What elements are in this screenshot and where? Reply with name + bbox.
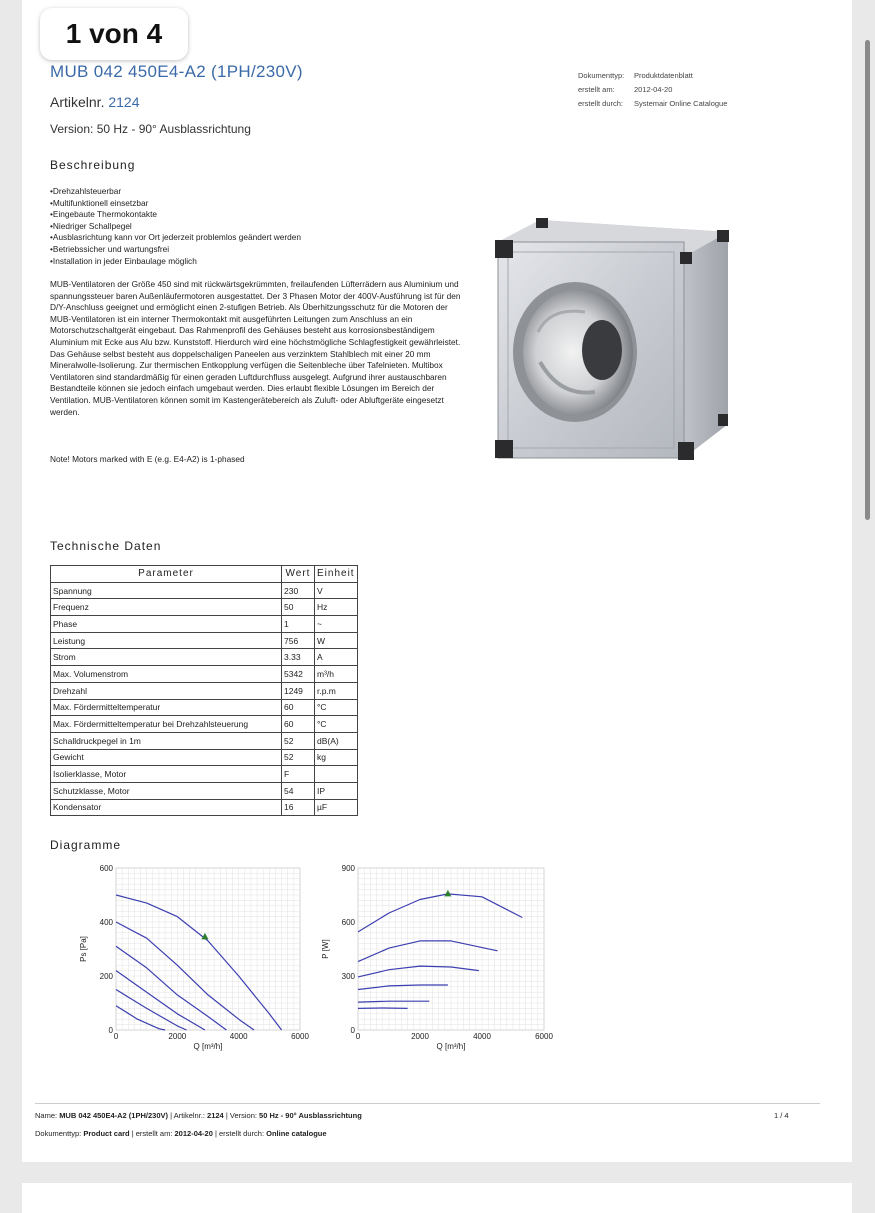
table-row — [51, 766, 358, 783]
x-tick-label: 6000 — [535, 1032, 553, 1041]
y-tick-label: 400 — [100, 918, 114, 927]
y-tick-label: 600 — [100, 864, 114, 873]
x-axis-label: Q [m³/h] — [437, 1042, 466, 1051]
value-cell: 60 — [282, 716, 315, 733]
feature-item: • Multifunktionell einsetzbar — [50, 198, 301, 210]
x-axis-label: Q [m³/h] — [194, 1042, 223, 1051]
table-row — [51, 682, 358, 699]
value-cell: 3.33 — [282, 649, 315, 666]
table-row — [51, 632, 358, 649]
value-cell: 60 — [282, 699, 315, 716]
article-value: 2124 — [108, 94, 139, 110]
value-cell: 50 — [282, 599, 315, 616]
table-row — [51, 666, 358, 683]
article-label: Artikelnr. — [50, 94, 104, 110]
product-title: MUB 042 450E4-A2 (1PH/230V) — [50, 62, 303, 82]
footer-value: 50 Hz - 90° Ausblassrichtung — [259, 1111, 362, 1120]
table-row — [51, 582, 358, 599]
feature-item: • Niedriger Schallpegel — [50, 221, 301, 233]
parameter-cell: Max. Fördermitteltemperatur bei Drehzahlsteuerung — [51, 716, 282, 733]
unit-cell: kg — [315, 749, 358, 766]
footer-key: Name: — [35, 1111, 59, 1120]
unit-cell: dB(A) — [315, 732, 358, 749]
x-tick-label: 4000 — [230, 1032, 248, 1041]
parameter-cell: Gewicht — [51, 749, 282, 766]
footer-value: 2124 — [207, 1111, 224, 1120]
footer-value: Online catalogue — [266, 1129, 326, 1138]
footer-value: MUB 042 450E4-A2 (1PH/230V) — [59, 1111, 168, 1120]
meta-value: 2012-04-20 — [634, 85, 672, 94]
value-cell: 52 — [282, 732, 315, 749]
unit-cell: A — [315, 649, 358, 666]
feature-item: • Betriebssicher und wartungsfrei — [50, 244, 301, 256]
article-number — [50, 94, 140, 110]
parameter-cell: Phase — [51, 616, 282, 633]
power-chart — [312, 860, 562, 1060]
meta-value: Systemair Online Catalogue — [634, 99, 727, 108]
parameter-cell: Max. Volumenstrom — [51, 666, 282, 683]
parameter-cell: Frequenz — [51, 599, 282, 616]
parameter-cell: Schalldruckpegel in 1m — [51, 732, 282, 749]
value-cell: 52 — [282, 749, 315, 766]
x-tick-label: 4000 — [473, 1032, 491, 1041]
parameter-cell: Isolierklasse, Motor — [51, 766, 282, 783]
feature-item: • Ausblasrichtung kann vor Ort jederzeit problemlos geändert werden — [50, 232, 301, 244]
value-cell: 230 — [282, 582, 315, 599]
parameter-cell: Leistung — [51, 632, 282, 649]
unit-cell: m³/h — [315, 666, 358, 683]
table-row — [51, 716, 358, 733]
tech-data-table — [50, 565, 358, 816]
phase-note: Note! Motors marked with E (e.g. E4-A2) is 1-phased — [50, 454, 245, 464]
footer-key: | erstellt am: — [130, 1129, 175, 1138]
footer-line-1 — [35, 1111, 362, 1120]
value-cell: 54 — [282, 782, 315, 799]
unit-cell: °C — [315, 716, 358, 733]
table-row — [51, 599, 358, 616]
column-header: Parameter — [51, 566, 282, 583]
meta-key: Dokumenttyp: — [578, 69, 634, 83]
footer-key: Dokumenttyp: — [35, 1129, 83, 1138]
footer-key: | Artikelnr.: — [168, 1111, 207, 1120]
unit-cell — [315, 766, 358, 783]
value-cell: 5342 — [282, 666, 315, 683]
unit-cell: r.p.m — [315, 682, 358, 699]
parameter-cell: Spannung — [51, 582, 282, 599]
y-axis-label: Ps [Pa] — [79, 936, 88, 962]
meta-key: erstellt am: — [578, 83, 634, 97]
value-cell: 756 — [282, 632, 315, 649]
feature-item: • Eingebaute Thermokontakte — [50, 209, 301, 221]
tech-heading: Technische Daten — [50, 539, 161, 553]
table-header-row — [51, 566, 358, 583]
x-tick-label: 6000 — [291, 1032, 309, 1041]
page-number: 1 / 4 — [774, 1111, 789, 1120]
y-axis-label: P [W] — [321, 939, 330, 958]
parameter-cell: Kondensator — [51, 799, 282, 816]
value-cell: 16 — [282, 799, 315, 816]
column-header: Wert — [282, 566, 315, 583]
meta-row — [578, 69, 727, 83]
meta-key: erstellt durch: — [578, 97, 634, 111]
footer-key: | erstellt durch: — [213, 1129, 266, 1138]
table-row — [51, 649, 358, 666]
page-indicator: 1 von 4 — [40, 8, 188, 60]
parameter-cell: Max. Fördermitteltemperatur — [51, 699, 282, 716]
diagrams-heading: Diagramme — [50, 838, 121, 852]
footer-line-2 — [35, 1129, 327, 1138]
version-line: Version: 50 Hz - 90° Ausblassrichtung — [50, 122, 251, 136]
y-tick-label: 900 — [342, 864, 356, 873]
y-tick-label: 600 — [342, 918, 356, 927]
meta-row — [578, 97, 727, 111]
table-row — [51, 732, 358, 749]
parameter-cell: Strom — [51, 649, 282, 666]
x-tick-label: 2000 — [168, 1032, 186, 1041]
table-row — [51, 699, 358, 716]
parameter-cell: Schutzklasse, Motor — [51, 782, 282, 799]
feature-list — [50, 186, 301, 267]
table-row — [51, 616, 358, 633]
table-row — [51, 799, 358, 816]
unit-cell: °C — [315, 699, 358, 716]
description-heading: Beschreibung — [50, 158, 135, 172]
footer-divider — [35, 1103, 820, 1104]
next-page — [22, 1183, 852, 1213]
feature-item: • Installation in jeder Einbaulage möglich — [50, 256, 301, 268]
footer-key: | Version: — [224, 1111, 259, 1120]
x-tick-label: 2000 — [411, 1032, 429, 1041]
table-row — [51, 749, 358, 766]
value-cell: 1 — [282, 616, 315, 633]
y-tick-label: 200 — [100, 972, 114, 981]
y-tick-label: 300 — [342, 972, 356, 981]
product-image — [470, 212, 730, 474]
x-tick-label: 0 — [114, 1032, 119, 1041]
pressure-chart — [70, 860, 310, 1060]
unit-cell: Hz — [315, 599, 358, 616]
unit-cell: V — [315, 582, 358, 599]
x-tick-label: 0 — [356, 1032, 361, 1041]
unit-cell: ~ — [315, 616, 358, 633]
document-meta — [578, 69, 727, 111]
table-row — [51, 782, 358, 799]
parameter-cell: Drehzahl — [51, 682, 282, 699]
footer-value: Product card — [83, 1129, 129, 1138]
meta-row — [578, 83, 727, 97]
footer-value: 2012-04-20 — [175, 1129, 213, 1138]
unit-cell: W — [315, 632, 358, 649]
meta-value: Produktdatenblatt — [634, 71, 693, 80]
value-cell: F — [282, 766, 315, 783]
description-text: MUB-Ventilatoren der Größe 450 sind mit rückwärtsgekrümmten, freilaufenden Lüfterrädern aus Aluminium und spannungssteuer baren Außenläufermotoren ausgestattet. Der 3 Phasen Motor der 400V-Ausführung ist für den D/Y-Anschluss geeignet und ermöglicht einen 2-stufigen Betrieb. Als Überhitzungsschutz für die Motoren der MUB-Ventilatoren ist ein interner Thermokontakt mit ausgeführten Leitungen zum Anschluss an ein Motorschutzschaltgerät eingebaut. Das Rahmenprofil des Gehäuses besteht aus korrosionsbeständigem Aluminium mit Ecke aus Alu bzw. Kunststoff. Hierdurch wird eine höchstmögliche Schlagfestigkeit gewährleistet. Das Gehäuse selbst besteht aus doppelschaligen Paneelen aus verzinktem Stahlblech mit einer 20 mm Mineralwolle-Isolierung. Zur thermischen Entkopplung verfügen die Seitenbleche über Tafelnieten. Multibox Ventilatoren sind standardmäßig für einen geraden Luftdurchfluss ausgelegt. Aufgrund ihrer austauschbaren Bestandteile können sie jedoch einfach umgebaut werden. Dies erlaubt flexible Lösungen im Bereich der Ventilation. MUB-Ventilatoren können somit im Kastengerätebereich als Zuluft- oder Abluftgeräte eingesetzt werden. — [50, 279, 470, 418]
unit-cell: µF — [315, 799, 358, 816]
value-cell: 1249 — [282, 682, 315, 699]
feature-item: • Drehzahlsteuerbar — [50, 186, 301, 198]
column-header: Einheit — [315, 566, 358, 583]
unit-cell: IP — [315, 782, 358, 799]
y-tick-label: 0 — [351, 1026, 356, 1035]
y-tick-label: 0 — [109, 1026, 114, 1035]
scrollbar[interactable] — [865, 40, 870, 520]
